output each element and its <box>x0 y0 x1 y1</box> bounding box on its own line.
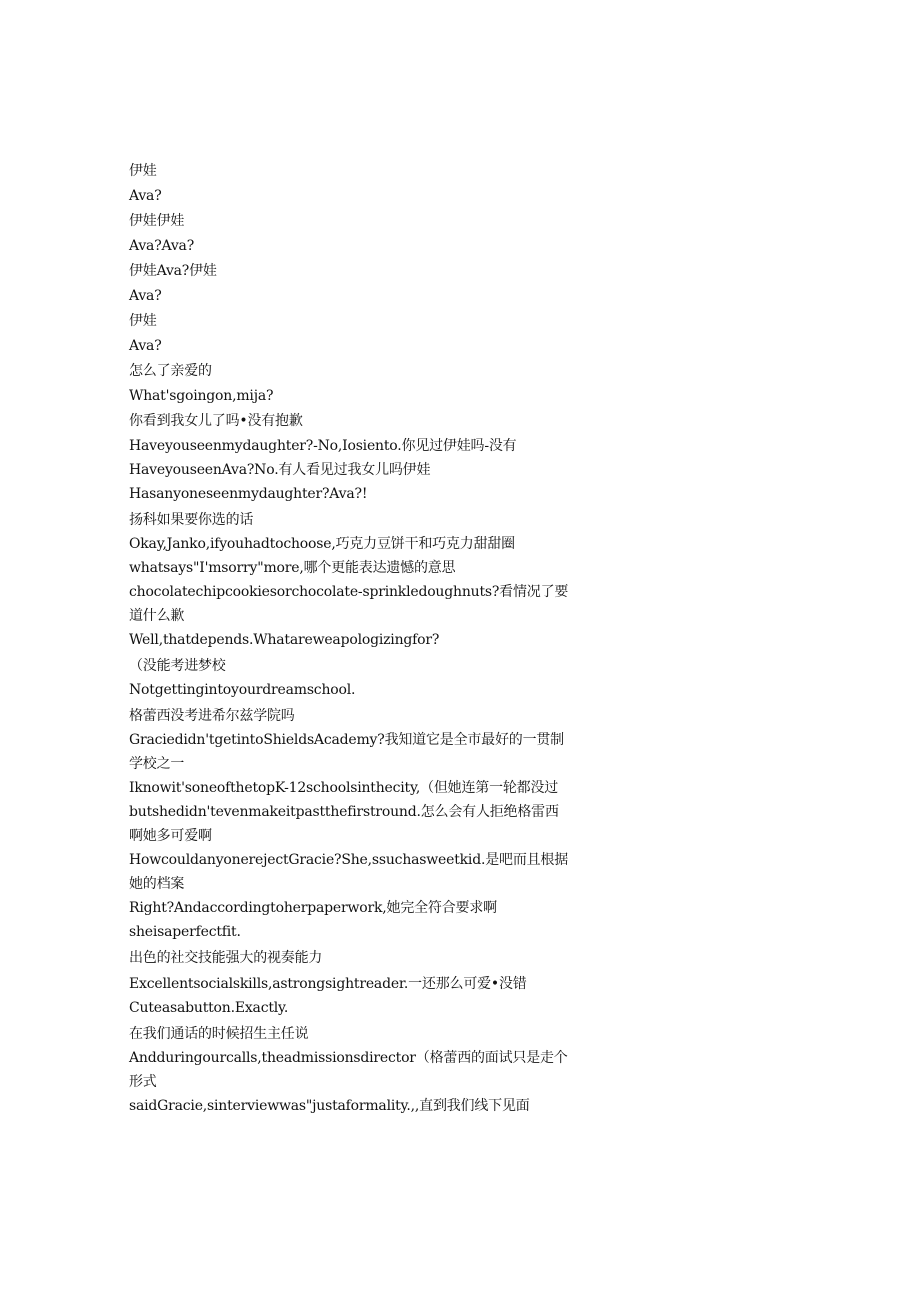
text-line: 出色的社交技能强大的视奏能力 <box>129 950 323 966</box>
text-line: Right?Andaccordingtoherpaperwork,她完全符合要求啊 <box>129 900 497 916</box>
text-line: 伊娃 <box>129 163 157 179</box>
text-line: 伊娃Ava?伊娃 <box>129 263 217 279</box>
text-line: sheisaperfectfit. <box>129 924 241 940</box>
text-line: Ava?Ava? <box>129 238 195 254</box>
text-line: Excellentsocialskills,astrongsightreader.一还那么可爱•没错 <box>129 976 527 992</box>
text-line: 伊娃 <box>129 313 157 329</box>
text-line: Ava? <box>129 338 162 354</box>
text-line: Iknowit'soneofthetopK-12schoolsinthecity,（但她连第一轮都没过 <box>129 780 559 796</box>
text-line: Andduringourcalls,theadmissionsdirector（格蕾西的面试只是走个形式 <box>129 1050 568 1090</box>
text-line: Notgettingintoyourdreamschool. <box>129 682 356 698</box>
text-line: Ava? <box>129 188 162 204</box>
text-line: What'sgoingon,mija? <box>129 388 274 404</box>
text-line: 伊娃伊娃 <box>129 213 185 229</box>
text-line: Graciedidn'tgetintoShieldsAcademy?我知道它是全市最好的一贯制学校之一 <box>129 732 564 772</box>
text-line: Well,thatdepends.Whatareweapologizingfor? <box>129 632 440 648</box>
text-line: saidGracie,sinterviewwas"justaformality.,,直到我们线下见面 <box>129 1098 530 1114</box>
text-line: （没能考进梦校 <box>129 658 226 674</box>
text-line: Cuteasabutton.Exactly. <box>129 1000 289 1016</box>
text-line: 扬科如果要你选的话 <box>129 512 254 528</box>
text-line: Haveyouseenmydaughter?-No,Iosiento.你见过伊娃吗-没有 <box>129 438 517 454</box>
text-line: Hasanyoneseenmydaughter?Ava?! <box>129 486 368 502</box>
text-line: Ava? <box>129 288 162 304</box>
text-line: whatsays"I'msorry"more,哪个更能表达遗憾的意思 <box>129 560 456 576</box>
subtitle-text-body <box>129 159 569 1118</box>
text-line: HowcouldanyonerejectGracie?She,ssuchasweetkid.是吧而且根据她的档案 <box>129 852 569 892</box>
text-line: chocolatechipcookiesorchocolate-sprinkledoughnuts?看情况了要道什么歉 <box>129 584 569 624</box>
text-line: 在我们通话的时候招生主任说 <box>129 1026 309 1042</box>
text-line: HaveyouseenAva?No.有人看见过我女儿吗伊娃 <box>129 462 431 478</box>
text-line: Okay,Janko,ifyouhadtochoose,巧克力豆饼干和巧克力甜甜圈 <box>129 536 515 552</box>
text-line: 格蕾西没考进希尔兹学院吗 <box>129 708 295 724</box>
text-line: butshedidn'tevenmakeitpastthefirstround.怎么会有人拒绝格雷西啊她多可爱啊 <box>129 804 559 844</box>
text-line: 怎么了亲爱的 <box>129 363 212 379</box>
text-line: 你看到我女儿了吗•没有抱歉 <box>129 413 303 429</box>
